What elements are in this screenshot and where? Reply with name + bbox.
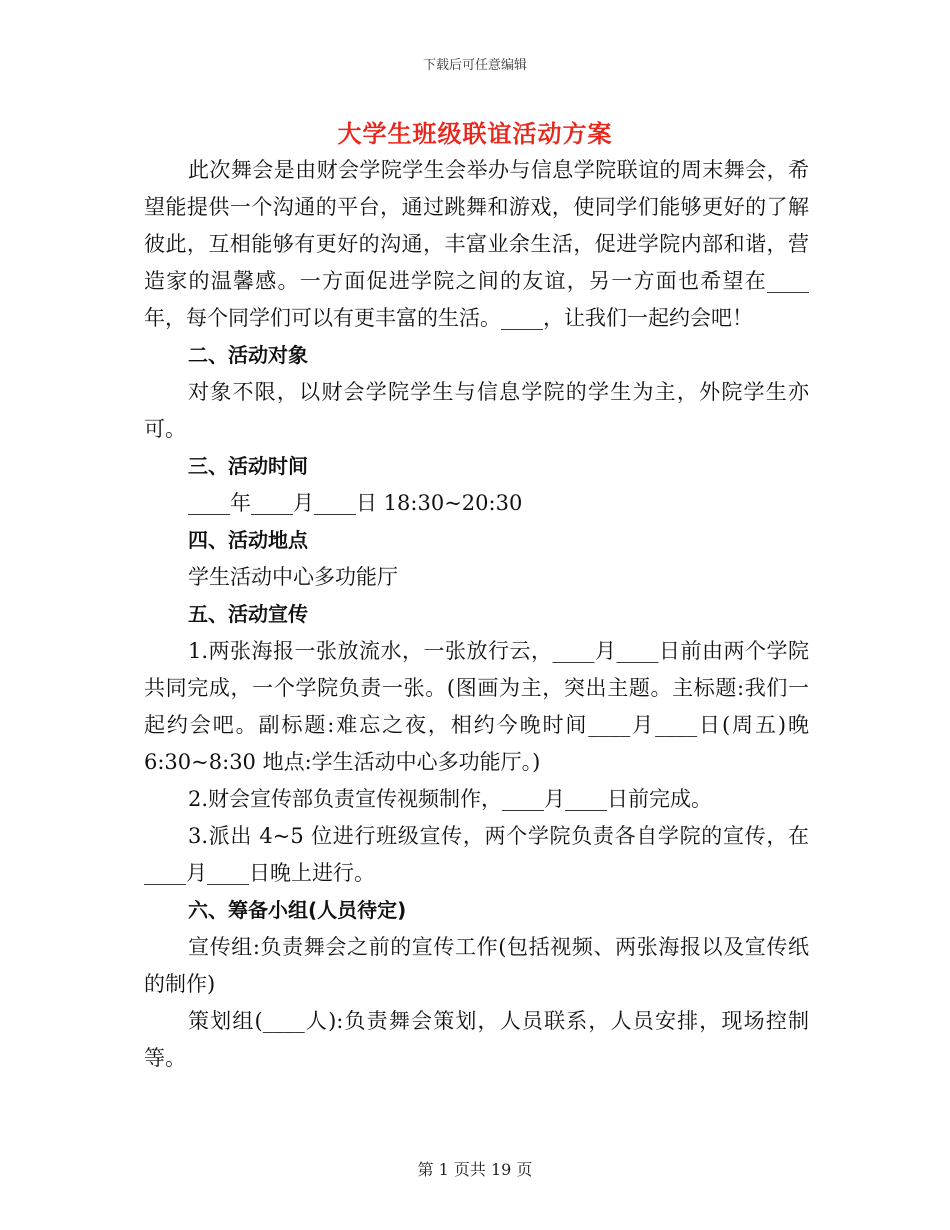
promo-item-2: 2.财会宣传部负责宣传视频制作，____月____日前完成。 — [188, 787, 713, 811]
page-footer: 第 1 页共 19 页 — [417, 1160, 533, 1179]
page-header: 下载后可任意编辑 — [422, 58, 527, 73]
section-heading-promo: 五、活动宣传 — [188, 602, 308, 626]
document-body — [144, 152, 809, 1077]
promo-item-1: 1.两张海报一张放流水，一张放行云，____月____日前由两个学院共同完成，一个学院负责一张。(图画为主，突出主题。主标题:我们一起约会吧。副标题:难忘之夜，相约今晚时间____月____日(周五)晚 6:30~8:30 地点:学生活动中心多功能厅。) — [144, 639, 809, 774]
document-title: 大学生班级联谊活动方案 — [337, 119, 613, 148]
section-heading-place: 四、活动地点 — [188, 528, 308, 552]
promo-item-3: 3.派出 4~5 位进行班级宣传，两个学院负责各自学院的宣传，在____月____日晚上进行。 — [144, 824, 809, 885]
group-planning: 策划组(____人):负责舞会策划，人员联系，人员安排，现场控制等。 — [144, 1009, 809, 1070]
group-publicity: 宣传组:负责舞会之前的宣传工作(包括视频、两张海报以及宣传纸的制作) — [144, 935, 809, 996]
place-paragraph: 学生活动中心多功能厅 — [188, 565, 398, 589]
section-heading-target: 二、活动对象 — [188, 343, 308, 367]
time-paragraph: ____年____月____日 18:30~20:30 — [188, 491, 523, 515]
section-heading-time: 三、活动时间 — [188, 454, 308, 478]
section-heading-group: 六、筹备小组(人员待定) — [188, 898, 407, 922]
target-paragraph: 对象不限，以财会学院学生与信息学院的学生为主，外院学生亦可。 — [144, 380, 809, 441]
intro-paragraph: 此次舞会是由财会学院学生会举办与信息学院联谊的周末舞会，希望能提供一个沟通的平台，通过跳舞和游戏，使同学们能够更好的了解彼此，互相能够有更好的沟通，丰富业余生活，促进学院内部和谐，营造家的温馨感。一方面促进学院之间的友谊，另一方面也希望在____年，每个同学们可以有更丰富的生活。____，让我们一起约会吧！ — [144, 158, 809, 330]
